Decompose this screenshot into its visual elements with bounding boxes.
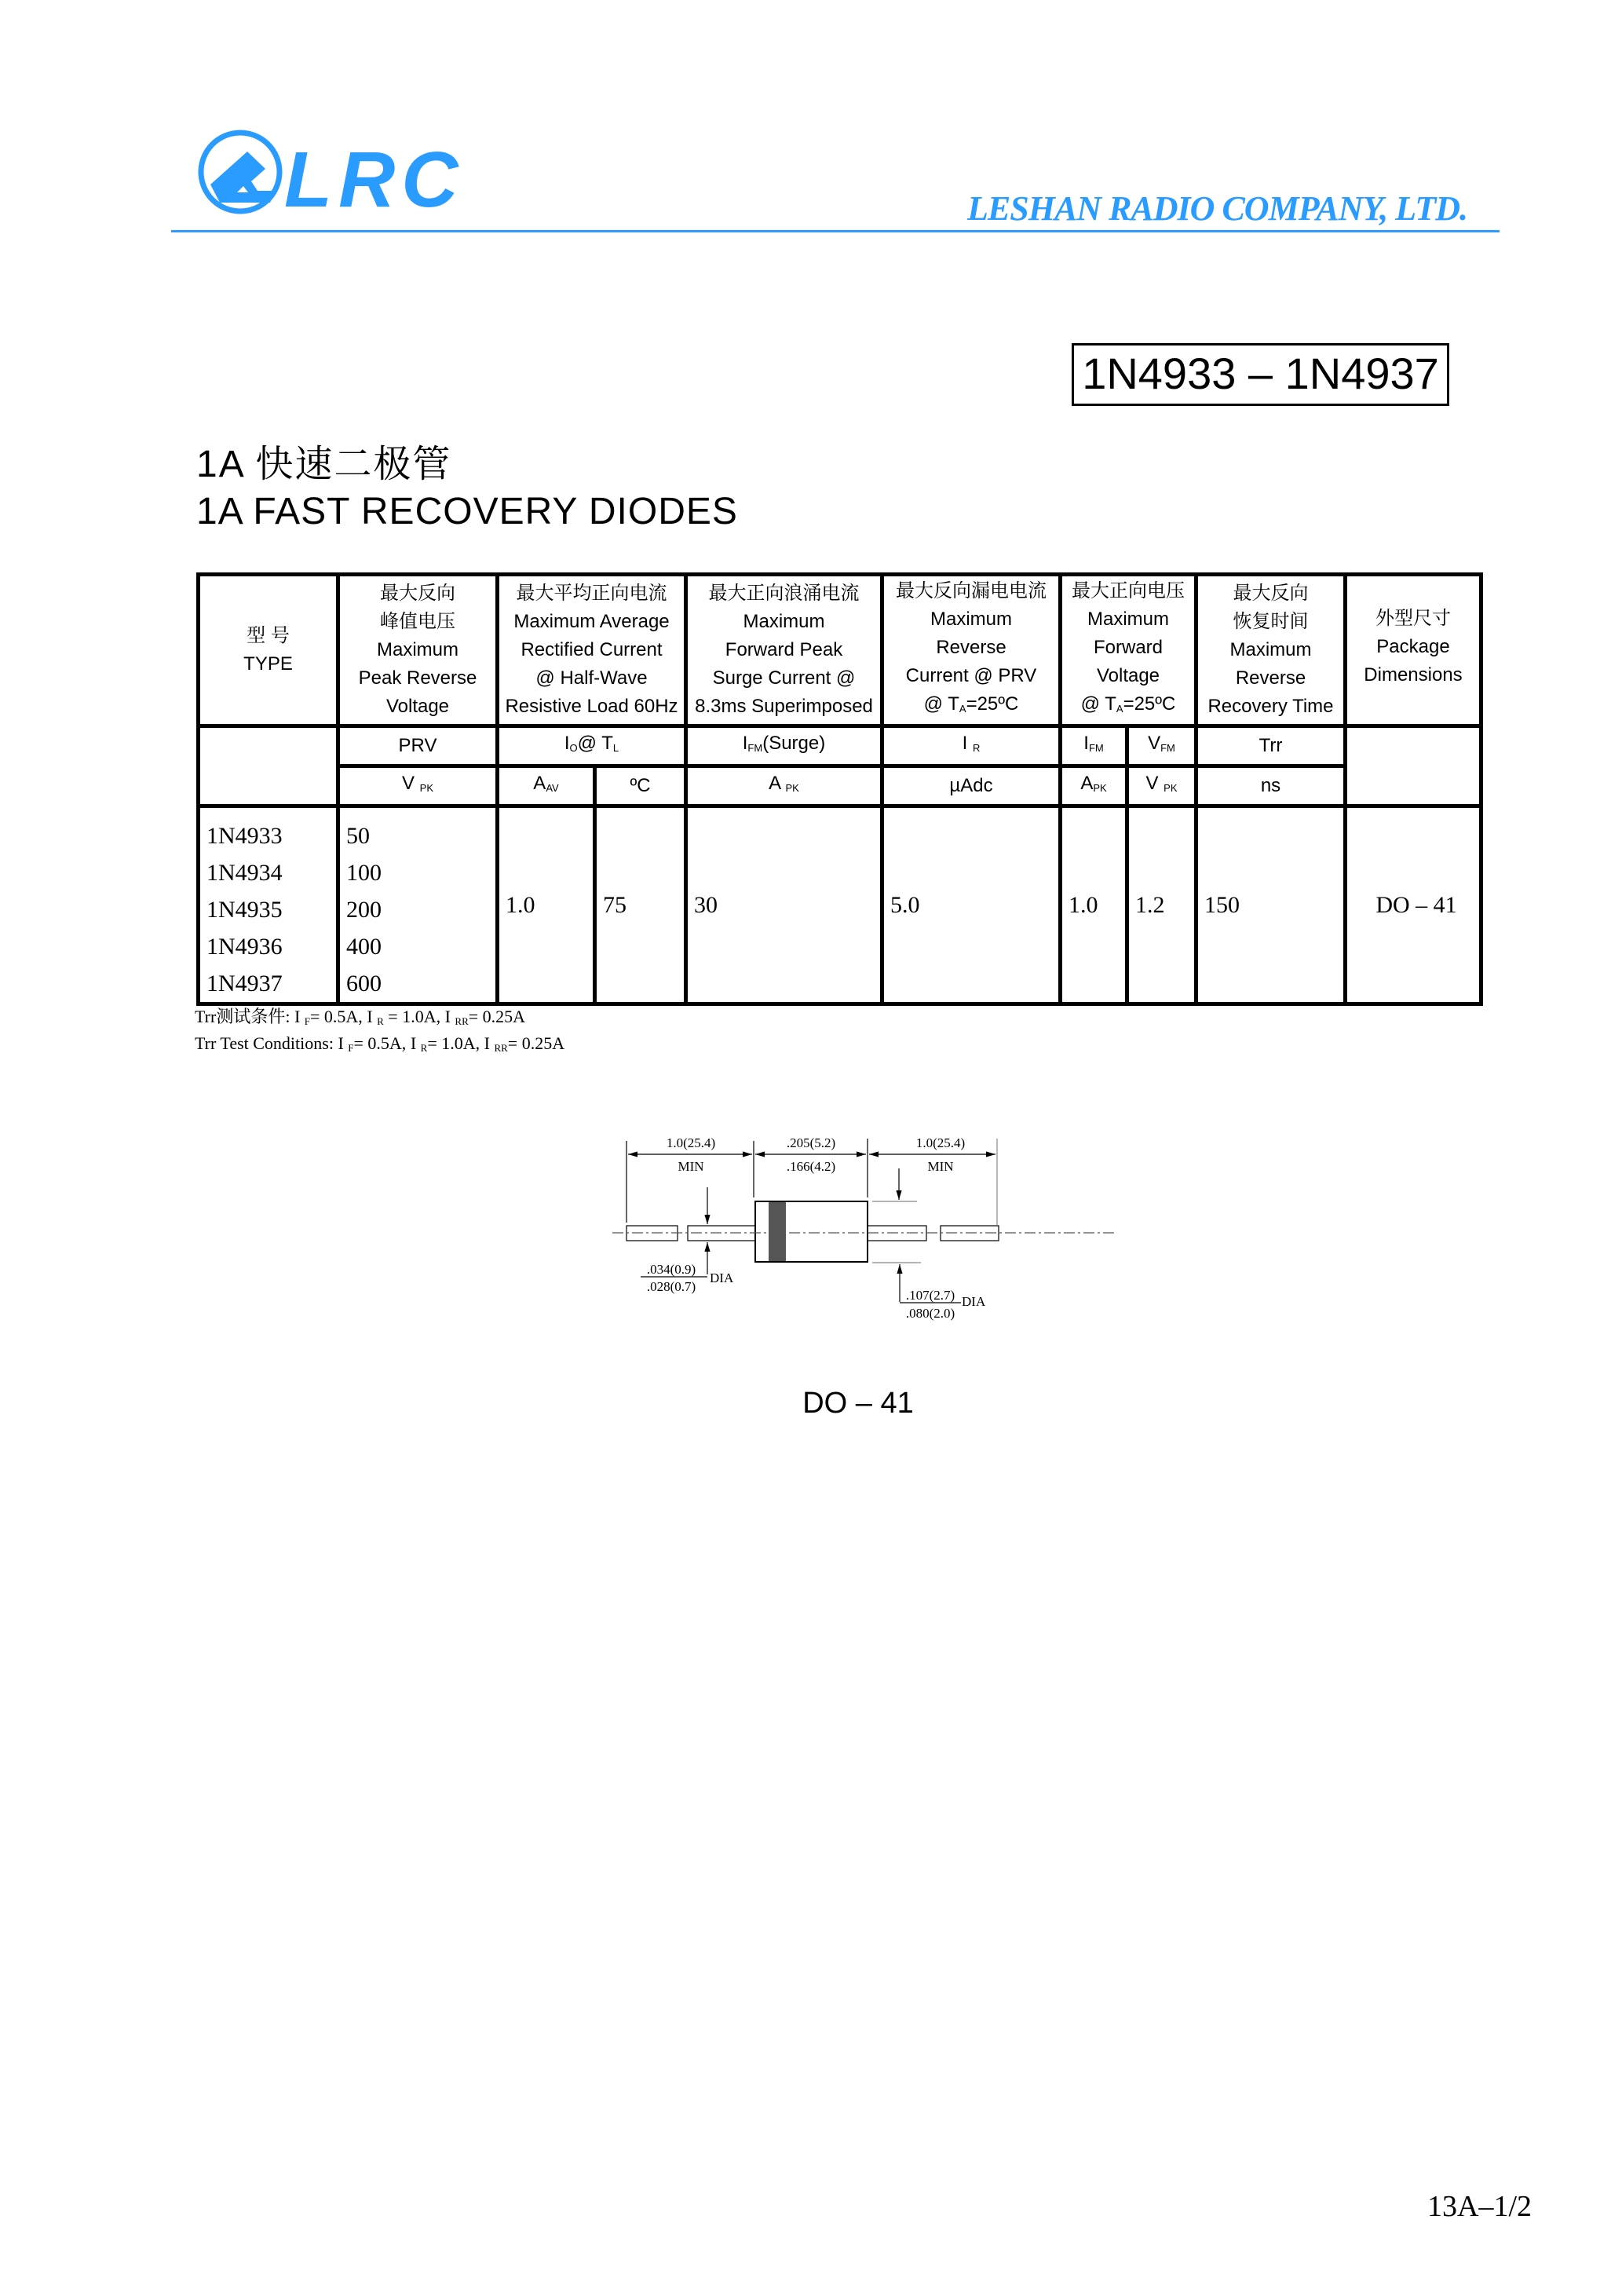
symbol-row [199, 726, 1481, 766]
type-list: 1N4933 1N4934 1N4935 1N4936 1N4937 [199, 806, 338, 1004]
ifm-value: 1.0 [1061, 806, 1127, 1004]
lrc-logo [196, 128, 471, 216]
diagram-caption: DO – 41 [802, 1387, 914, 1420]
unit-uadc: µAdc [882, 766, 1061, 806]
svg-text:1.0(25.4): 1.0(25.4) [666, 1135, 716, 1150]
symbol-ifm: $I_{FM}$ [1061, 726, 1127, 766]
unit-vpk-vf: V $_{PK}$ [1127, 766, 1196, 806]
svg-text:.166(4.2): .166(4.2) [786, 1159, 836, 1174]
header-divider [171, 230, 1500, 232]
svg-text:.205(5.2): .205(5.2) [786, 1135, 836, 1150]
logo-text: LRC [284, 136, 465, 216]
header-ifsm: 最大正向浪涌电流 Maximum Forward Peak Surge Current @ 8.3ms Superimposed [686, 575, 882, 726]
svg-text:.028(0.7): .028(0.7) [646, 1279, 696, 1294]
footnote-en: Trr Test Conditions: I $_F$= 0.5A, I $_R$= 1.0A, I $_{RR}$= 0.25A [195, 1033, 565, 1054]
vfm-value: 1.2 [1127, 806, 1196, 1004]
prv-list: 50 100 200 400 600 [338, 806, 498, 1004]
header-row [199, 575, 1481, 726]
symbol-prv: PRV [338, 726, 498, 766]
table-row [199, 806, 1481, 1004]
cathode-band [769, 1202, 786, 1261]
symbol-trr: Trr [1196, 726, 1346, 766]
svg-text:.107(2.7): .107(2.7) [905, 1288, 955, 1303]
unit-apk: A $_{PK}$ [686, 766, 882, 806]
symbol-ifsm: $I_{FM}(Surge)$ [686, 726, 882, 766]
title-chinese: 1A 快速二极管 [196, 444, 452, 485]
svg-text:MIN: MIN [927, 1159, 954, 1174]
unit-degc: ºC [595, 766, 686, 806]
part-number-range: 1N4933 – 1N4937 [1072, 343, 1449, 406]
footnote-cn: Trr测试条件: I $_F$= 0.5A, I $_R$ = 1.0A, I $_{RR}$= 0.25A [195, 1007, 526, 1027]
ifsm-value: 30 [686, 806, 882, 1004]
io-value: 1.0 [498, 806, 595, 1004]
symbol-io: $I_O@$ $T_L$ [498, 726, 686, 766]
package-value: DO – 41 [1346, 806, 1481, 1004]
header-ir: 最大反向漏电电流 Maximum Reverse Current @ PRV @ $T_A=25ºC$ [882, 575, 1061, 726]
unit-ns: ns [1196, 766, 1346, 806]
svg-text:.034(0.9): .034(0.9) [646, 1262, 696, 1277]
header-package: 外型尺寸 Package Dimensions [1346, 575, 1481, 726]
trr-value: 150 [1196, 806, 1346, 1004]
title-english: 1A FAST RECOVERY DIODES [196, 491, 738, 532]
header-prv: 最大反向 峰值电压 Maximum Peak Reverse Voltage [338, 575, 498, 726]
svg-text:MIN: MIN [678, 1159, 704, 1174]
header-trr: 最大反向 恢复时间 Maximum Reverse Recovery Time [1196, 575, 1346, 726]
tl-value: 75 [595, 806, 686, 1004]
svg-text:DIA: DIA [962, 1294, 986, 1309]
svg-text:1.0(25.4): 1.0(25.4) [915, 1135, 966, 1150]
unit-vpk: V $_{PK}$ [338, 766, 498, 806]
ir-value: 5.0 [882, 806, 1061, 1004]
company-name: LESHAN RADIO COMPANY, LTD. [967, 189, 1467, 228]
do41-package-drawing [612, 1131, 1115, 1335]
unit-aav: $A_{AV}$ [498, 766, 595, 806]
unit-row [199, 766, 1481, 806]
header-vf: 最大正向电压 Maximum Forward Voltage @ $T_A=25ºC$ [1061, 575, 1196, 726]
header-type: 型 号 TYPE [199, 575, 338, 726]
page-number: 13A–1/2 [1427, 2190, 1532, 2223]
header-io: 最大平均正向电流 Maximum Average Rectified Current @ Half-Wave Resistive Load 60Hz [498, 575, 686, 726]
symbol-vfm: $V_{FM}$ [1127, 726, 1196, 766]
svg-text:DIA: DIA [710, 1270, 734, 1285]
svg-text:.080(2.0): .080(2.0) [905, 1306, 955, 1321]
symbol-ir: I $_R$ [882, 726, 1061, 766]
specifications-table [196, 572, 1483, 1006]
unit-apk-vf: $A_{PK}$ [1061, 766, 1127, 806]
